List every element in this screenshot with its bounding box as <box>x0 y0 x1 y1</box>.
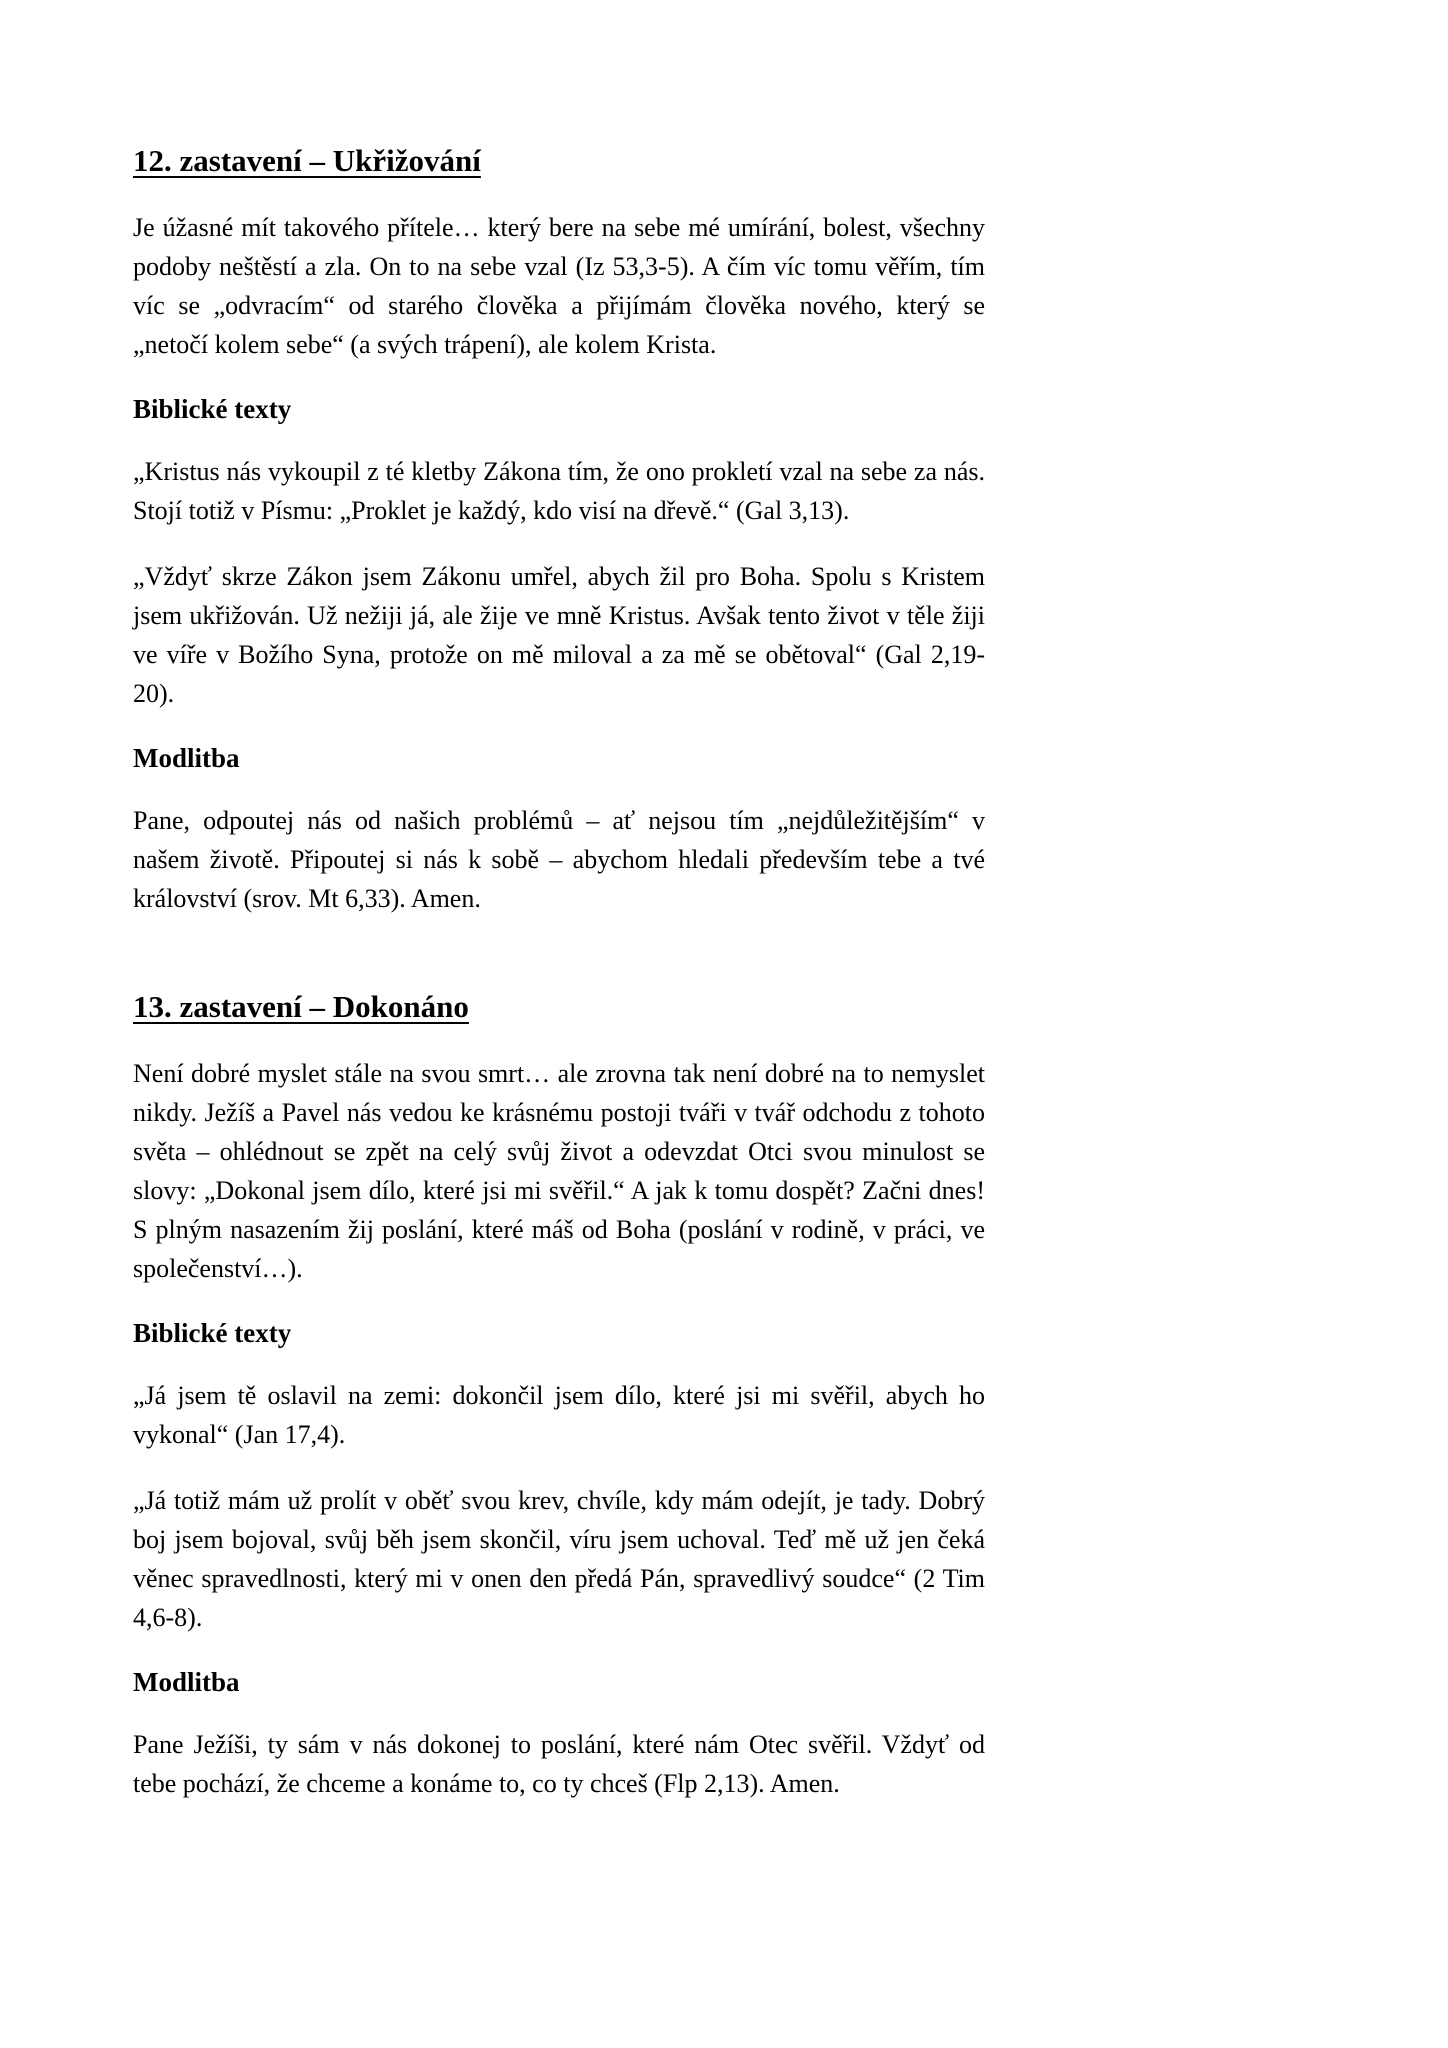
station-12-prayer-paragraph: Pane, odpoutej nás od našich problémů – ať nejsou tím „nejdůležitějším“ v našem životě. Připoutej si nás k sobě – abychom hledali především tebe a tvé království (srov. Mt 6,33). Amen. <box>133 806 985 913</box>
station-12-bible-quote-paragraph-1: „Kristus nás vykoupil z té kletby Zákona tím, že ono prokletí vzal na sebe za nás. Stojí totiž v Písmu: „Proklet je každý, kdo visí na dřevě.“ (Gal 3,13). <box>133 457 985 525</box>
station-section-12 <box>133 142 985 918</box>
station-section-13 <box>133 988 985 1803</box>
station-13-bible-quote-paragraph-2: „Já totiž mám už prolít v oběť svou krev, chvíle, kdy mám odejít, je tady. Dobrý boj jsem bojoval, svůj běh jsem skončil, víru jsem uchoval. Teď mě už jen čeká věnec spravedlnosti, který mi v onen den předá Pán, spravedlivý soudce“ (2 Tim 4,6-8). <box>133 1486 985 1632</box>
station-13-biblical-texts-heading: Biblické texty <box>133 1318 292 1348</box>
station-13-prayer-heading: Modlitba <box>133 1667 240 1697</box>
station-12-prayer-heading: Modlitba <box>133 743 240 773</box>
station-13-bible-quote-paragraph-1: „Já jsem tě oslavil na zemi: dokončil jsem dílo, které jsi mi svěřil, abych ho vykonal“ (Jan 17,4). <box>133 1381 985 1449</box>
station-12-bible-quote-paragraph-2: „Vždyť skrze Zákon jsem Zákonu umřel, abych žil pro Boha. Spolu s Kristem jsem ukřižován. Už nežiji já, ale žije ve mně Kristus. Avšak tento život v těle žiji ve víře v Božího Syna, protože on mě miloval a za mě se obětoval“ (Gal 2,19-20). <box>133 562 985 708</box>
station-13-intro-paragraph: Není dobré myslet stále na svou smrt… ale zrovna tak není dobré na to nemyslet nikdy. Ježíš a Pavel nás vedou ke krásnému postoji tváři v tvář odchodu z tohoto světa – ohlédnout se zpět na celý svůj život a odevzdat Otci svou minulost se slovy: „Dokonal jsem dílo, které jsi mi svěřil.“ A jak k tomu dospět? Začni dnes! S plným nasazením žij poslání, které máš od Boha (poslání v rodině, v práci, ve společenství…). <box>133 1059 985 1283</box>
station-12-heading: 12. zastavení – Ukřižování <box>133 143 481 178</box>
station-13-heading: 13. zastavení – Dokonáno <box>133 989 469 1024</box>
station-12-biblical-texts-heading: Biblické texty <box>133 394 292 424</box>
station-13-prayer-paragraph: Pane Ježíši, ty sám v nás dokonej to poslání, které nám Otec svěřil. Vždyť od tebe pochází, že chceme a konáme to, co ty chceš (Flp 2,13). Amen. <box>133 1730 985 1798</box>
station-12-intro-paragraph: Je úžasné mít takového přítele… který bere na sebe mé umírání, bolest, všechny podoby neštěstí a zla. On to na sebe vzal (Iz 53,3-5). A čím víc tomu věřím, tím víc se „odvracím“ od starého člověka a přijímám člověka nového, který se „netočí kolem sebe“ (a svých trápení), ale kolem Krista. <box>133 213 985 359</box>
